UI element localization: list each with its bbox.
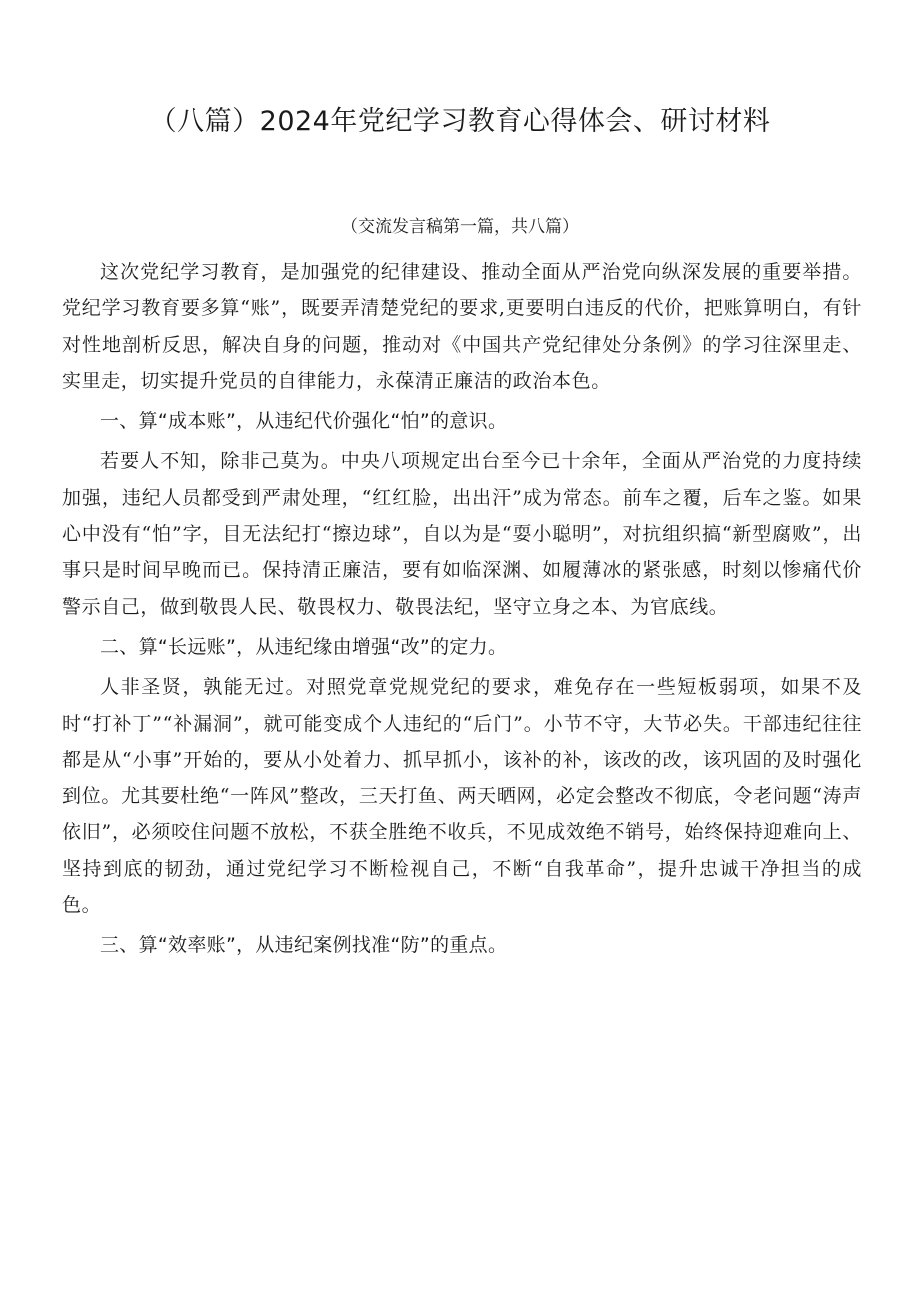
document-body <box>62 254 862 968</box>
document-title: （八篇）2024年党纪学习教育心得体会、研讨材料 <box>149 106 771 137</box>
section-heading-3: 三、算“效率账”，从违纪案例找准“防”的重点。 <box>100 934 508 957</box>
document-subtitle: （交流发言稿第一篇，共八篇） <box>341 217 579 237</box>
section-paragraph-1: 若要人不知，除非己莫为。中央八项规定出台至今已十余年，全面从严治党的力度持续加强，违纪人员都受到严肃处理，“红红脸，出出汗”成为常态。前车之覆，后车之鉴。如果心中没有“怕”字，目无法纪打“擦边球”，自以为是“耍小聪明”，对抗组织搞“新型腐败”，出事只是时间早晚而已。保持清正廉洁，要有如临深渊、如履薄冰的紧张感，时刻以惨痛代价警示自己，做到敬畏人民、敬畏权力、敬畏法纪，坚守立身之本、为官底线。 <box>62 450 862 618</box>
section-heading-1: 一、算“成本账”，从违纪代价强化“怕”的意识。 <box>100 410 508 433</box>
intro-paragraph: 这次党纪学习教育，是加强党的纪律建设、推动全面从严治党向纵深发展的重要举措。党纪学习教育要多算“账”，既要弄清楚党纪的要求,更要明白违反的代价，把账算明白，有针对性地剖析反思，解决自身的问题，推动对《中国共产党纪律处分条例》的学习往深里走、实里走，切实提升党员的自律能力，永葆清正廉洁的政治本色。 <box>62 261 862 392</box>
section-heading-2: 二、算“长远账”，从违纪缘由增强“改”的定力。 <box>100 635 508 658</box>
section-paragraph-2: 人非圣贤，孰能无过。对照党章党规党纪的要求，难免存在一些短板弱项，如果不及时“打补丁”“补漏洞”，就可能变成个人违纪的“后门”。小节不守，大节必失。干部违纪往往都是从“小事”开始的，要从小处着力、抓早抓小，该补的补，该改的改，该巩固的及时强化到位。尤其要杜绝“一阵风”整改，三天打鱼、两天晒网，必定会整改不彻底，令老问题“涛声依旧”，必须咬住问题不放松，不获全胜绝不收兵，不见成效绝不销号，始终保持迎难向上、坚持到底的韧劲，通过党纪学习不断检视自己，不断“自我革命”，提升忠诚干净担当的成色。 <box>62 676 862 917</box>
